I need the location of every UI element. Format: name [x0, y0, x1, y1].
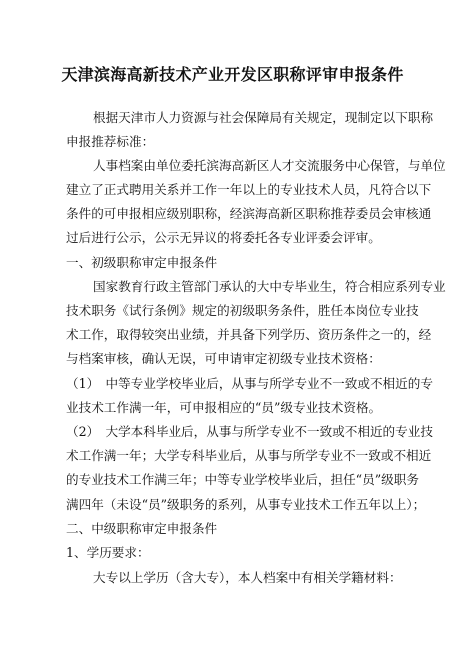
paragraph-line: 申报推荐标准：	[66, 134, 155, 149]
paragraph-line: 术工作，取得较突出业绩，并具备下列学历、资历条件之一的，经	[66, 327, 432, 342]
paragraph-line: 根据天津市人力资源与社会保障局有关规定，现制定以下职称	[93, 110, 434, 125]
paragraph-line: 大专以上学历（含大专），本人档案中有相关学籍材料：	[93, 570, 402, 585]
paragraph-line: 条件的可申报相应级别职称，经滨海高新区职称推荐委员会审核通	[66, 206, 432, 221]
list-item-line: 的专业技术工作满三年；中等专业学校毕业后，担任“员”级职务	[66, 472, 419, 487]
section-heading: 一、初级职称审定申报条件	[66, 255, 218, 270]
document-title: 天津滨海高新技术产业开发区职称评审申报条件	[61, 65, 404, 84]
paragraph-line: 建立了正式聘用关系并工作一年以上的专业技术人员，凡符合以下	[66, 182, 432, 197]
list-item-line: （2） 大学本科毕业后，从事与所学专业不一致或不相近的专业技	[66, 424, 433, 439]
paragraph-line: 国家教育行政主管部门承认的大中专毕业生，符合相应系列专业	[93, 279, 446, 294]
subsection-heading: 1、学历要求：	[66, 545, 150, 560]
section-heading: 二、中级职称审定申报条件	[66, 521, 218, 536]
paragraph-line: 与档案审核，确认无误，可申请审定初级专业技术资格：	[66, 351, 381, 366]
list-item-line: 术工作满一年；大学专科毕业后，从事与所学专业不一致或不相近	[66, 448, 432, 463]
paragraph-line: 人事档案由单位委托滨海高新区人才交流服务中心保管，与单位	[93, 158, 446, 173]
paragraph-line: 过后进行公示，公示无异议的将委托各专业评委会评审。	[66, 230, 381, 245]
list-item-line: （1） 中等专业学校毕业后，从事与所学专业不一致或不相近的专	[66, 376, 433, 391]
paragraph-line: 技术职务《试行条例》规定的初级职务条件，胜任本岗位专业技	[66, 303, 419, 318]
list-item-line: 满四年（未设“员”级职务的系列，从事专业技术工作五年以上）；	[66, 497, 426, 512]
list-item-line: 业技术工作满一年，可申报相应的“员”级专业技术资格。	[66, 400, 382, 415]
